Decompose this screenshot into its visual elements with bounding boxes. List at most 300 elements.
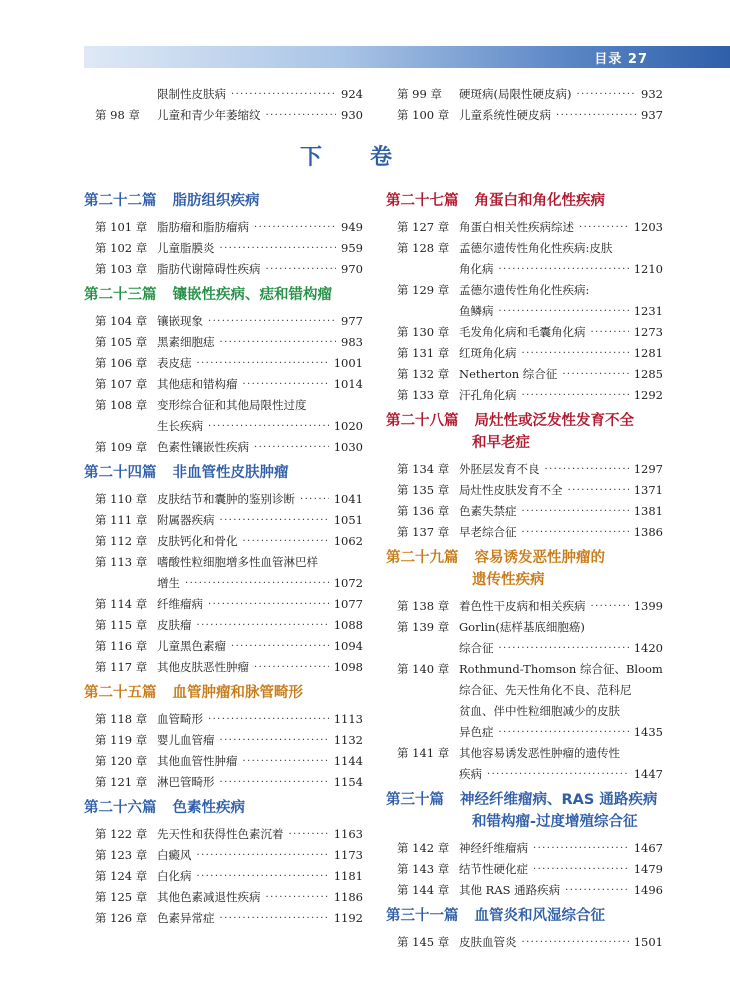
toc-entry (95, 489, 363, 510)
page-number: 1501 (633, 935, 663, 949)
chapter-title: 其他皮肤恶性肿瘤 (157, 660, 249, 674)
chapter-title: 外胚层发育不良 (459, 462, 540, 476)
part-name: 血管肿瘤和脉管畸形 (172, 685, 303, 701)
chapter-title: 角蛋白相关性疾病综述 (459, 220, 574, 234)
entry-line (157, 217, 363, 238)
chapter-title: 儿童脂膜炎 (157, 241, 215, 255)
page-number: 977 (341, 314, 363, 328)
leader-dots (562, 364, 628, 385)
toc-entry (95, 824, 363, 845)
toc-entry (95, 636, 363, 657)
leader-dots (185, 573, 329, 594)
leader-dots (579, 217, 629, 238)
leader-dots (266, 887, 329, 908)
chapter-number: 第 105 章 (95, 335, 148, 349)
chapter-number: 第 128 章 (397, 241, 450, 255)
page-number: 970 (341, 262, 363, 276)
toc-entry (95, 845, 363, 866)
toc-entry (397, 522, 663, 543)
leader-dots (545, 459, 629, 480)
page-number: 1041 (333, 492, 363, 506)
chapter-title: 血管畸形 (157, 712, 203, 726)
entry-line (459, 259, 663, 280)
leader-dots (197, 615, 329, 636)
leader-dots (266, 259, 337, 280)
chapter-title: 脂肪瘤和脂肪瘤病 (157, 220, 249, 234)
entry-line (157, 751, 363, 772)
chapter-number: 第 107 章 (95, 377, 148, 391)
toc-entry (397, 838, 663, 859)
part-name: 镶嵌性疾病、痣和错构瘤 (172, 287, 332, 303)
entry-line (459, 838, 663, 859)
part-heading (386, 190, 663, 212)
chapter-number: 第 136 章 (397, 504, 450, 518)
page-number: 1386 (633, 525, 663, 539)
chapter-number: 第 106 章 (95, 356, 148, 370)
toc-entry (95, 615, 363, 636)
page-number: 1273 (633, 325, 663, 339)
leader-dots (208, 594, 329, 615)
chapter-title: 儿童黑色素瘤 (157, 639, 226, 653)
chapter-number: 第 143 章 (397, 862, 450, 876)
toc-entry (95, 311, 363, 332)
chapter-title: 婴儿血管瘤 (157, 733, 215, 747)
right-toc-column (386, 190, 663, 953)
leader-dots (522, 522, 629, 543)
chapter-title: 增生 (157, 576, 180, 590)
entry-line (157, 709, 363, 730)
toc-entry (95, 332, 363, 353)
toc-entry (397, 280, 663, 301)
toc-entry (397, 501, 663, 522)
page-number: 1297 (633, 462, 663, 476)
chapter-title: 汗孔角化病 (459, 388, 517, 402)
part-name: 色素性疾病 (172, 800, 245, 816)
leader-dots (522, 385, 629, 406)
entry-line (157, 489, 363, 510)
toc-entry (397, 238, 663, 259)
chapter-title: 儿童和青少年萎缩纹 (157, 108, 261, 122)
chapter-number: 第 123 章 (95, 848, 148, 862)
entry-line (157, 84, 363, 105)
entry-line (157, 824, 363, 845)
entry-line (459, 364, 663, 385)
page-number: 1231 (633, 304, 663, 318)
chapter-title: 其他容易诱发恶性肿瘤的遗传性 (459, 746, 620, 760)
chapter-title: 疾病 (459, 767, 482, 781)
part-heading (84, 797, 363, 819)
leader-dots (556, 105, 636, 126)
leader-dots (220, 510, 329, 531)
entry-line (157, 105, 363, 126)
toc-entry (95, 105, 363, 126)
chapter-number: 第 103 章 (95, 262, 148, 276)
page-number: 949 (341, 220, 363, 234)
leader-dots (197, 845, 329, 866)
chapter-title: 皮肤结节和囊肿的鉴别诊断 (157, 492, 295, 506)
chapter-number: 第 113 章 (95, 555, 148, 569)
entry-line (157, 259, 363, 280)
entry-line (459, 84, 663, 105)
entry-line (157, 594, 363, 615)
toc-entry (95, 238, 363, 259)
chapter-title: 异色症 (459, 725, 494, 739)
chapter-title: 贫血、伴中性粒细胞减少的皮肤 (459, 704, 620, 718)
toc-entry (95, 657, 363, 678)
page-number: 983 (341, 335, 363, 349)
part-heading (386, 905, 663, 927)
chapter-title: 儿童系统性硬皮病 (459, 108, 551, 122)
page-number: 1173 (333, 848, 363, 862)
chapter-number: 第 117 章 (95, 660, 148, 674)
chapter-number: 第 138 章 (397, 599, 450, 613)
toc-entry (397, 301, 663, 322)
chapter-title: 色素异常症 (157, 911, 215, 925)
toc-entry (397, 722, 663, 743)
page-number: 1098 (333, 660, 363, 674)
page-number: 1132 (333, 733, 363, 747)
page-number: 1094 (333, 639, 363, 653)
toc-entry (397, 343, 663, 364)
leader-dots (254, 437, 329, 458)
chapter-title: 色素性镶嵌性疾病 (157, 440, 249, 454)
chapter-number: 第 134 章 (397, 462, 450, 476)
page-number: 930 (341, 108, 363, 122)
leader-dots (533, 838, 629, 859)
leader-dots (220, 332, 337, 353)
chapter-title: 鱼鳞病 (459, 304, 494, 318)
leader-dots (254, 657, 329, 678)
chapter-number: 第 133 章 (397, 388, 450, 402)
leader-dots (565, 880, 629, 901)
page-number: 1072 (333, 576, 363, 590)
chapter-title: 黑素细胞痣 (157, 335, 215, 349)
chapter-number: 第 112 章 (95, 534, 148, 548)
chapter-number: 第 145 章 (397, 935, 450, 949)
chapter-title: 孟德尔遗传性角化性疾病: (459, 283, 590, 297)
page-number: 1192 (333, 911, 363, 925)
entry-line (157, 374, 363, 395)
running-header: 目录 27 (594, 52, 648, 67)
entry-line (459, 217, 663, 238)
entry-line (157, 437, 363, 458)
chapter-number: 第 130 章 (397, 325, 450, 339)
leader-dots (300, 489, 329, 510)
leader-dots (522, 932, 629, 953)
page-number: 1181 (333, 869, 363, 883)
part-name-cont: 和早老症 (472, 435, 530, 451)
page-number: 1186 (333, 890, 363, 904)
leader-dots (576, 84, 636, 105)
entry-line (157, 730, 363, 751)
page-number: 1447 (633, 767, 663, 781)
chapter-title: 神经纤维瘤病 (459, 841, 528, 855)
page-number: 924 (341, 87, 363, 101)
chapter-title: 表皮痣 (157, 356, 192, 370)
page-number: 1154 (333, 775, 363, 789)
chapter-number: 第 126 章 (95, 911, 148, 925)
page-number: 1371 (633, 483, 663, 497)
toc-entry (95, 730, 363, 751)
toc-entry (397, 596, 663, 617)
part-name: 非血管性皮肤肿瘤 (172, 465, 289, 481)
entry-line (459, 859, 663, 880)
part-number: 第三十篇 (386, 792, 444, 808)
chapter-title: 皮肤血管炎 (459, 935, 517, 949)
toc-entry (95, 552, 363, 573)
entry-line (459, 301, 663, 322)
chapter-title: Netherton 综合征 (459, 367, 558, 381)
toc-entry (95, 772, 363, 793)
toc-entry (397, 259, 663, 280)
entry-line (157, 845, 363, 866)
entry-line (459, 501, 663, 522)
entry-line (459, 596, 663, 617)
chapter-number: 第 122 章 (95, 827, 148, 841)
chapter-number: 第 108 章 (95, 398, 148, 412)
chapter-title: 其他色素减退性疾病 (157, 890, 261, 904)
leader-dots (243, 531, 329, 552)
part-number: 第二十六篇 (84, 800, 157, 816)
top-right-column (397, 84, 663, 126)
leader-dots (220, 730, 329, 751)
chapter-title: 其他 RAS 通路疾病 (459, 883, 561, 897)
entry-line (459, 322, 663, 343)
page-number: 1399 (633, 599, 663, 613)
toc-entry (397, 659, 663, 680)
chapter-title: Gorlin(痣样基底细胞癌) (459, 620, 585, 634)
leader-dots (208, 416, 329, 437)
leader-dots (522, 343, 629, 364)
chapter-title: 硬斑病(局限性硬皮病) (459, 87, 572, 101)
chapter-title: 结节性硬化症 (459, 862, 528, 876)
toc-entry (95, 217, 363, 238)
leader-dots (499, 301, 629, 322)
leader-dots (197, 353, 329, 374)
chapter-number: 第 140 章 (397, 662, 450, 676)
entry-line (157, 416, 363, 437)
leader-dots (289, 824, 329, 845)
page-number: 959 (341, 241, 363, 255)
page-number: 1163 (333, 827, 363, 841)
page-number: 1435 (633, 725, 663, 739)
chapter-number: 第 124 章 (95, 869, 148, 883)
toc-entry (95, 594, 363, 615)
leader-dots (208, 311, 336, 332)
leader-dots (208, 709, 329, 730)
entry-line (157, 353, 363, 374)
entry-line (459, 105, 663, 126)
leader-dots (254, 217, 336, 238)
leader-dots (197, 866, 329, 887)
chapter-title: 嗜酸性粒细胞增多性血管淋巴样 (157, 555, 318, 569)
chapter-title: 脂肪代谢障碍性疾病 (157, 262, 261, 276)
chapter-number: 第 121 章 (95, 775, 148, 789)
part-name: 容易诱发恶性肿瘤的 (474, 550, 605, 566)
toc-entry (397, 701, 663, 722)
page-number: 1030 (333, 440, 363, 454)
leader-dots (499, 722, 629, 743)
leader-dots (231, 636, 329, 657)
entry-line (459, 764, 663, 785)
toc-entry (95, 416, 363, 437)
toc-entry (95, 531, 363, 552)
toc-entry (95, 887, 363, 908)
toc-entry (397, 617, 663, 638)
chapter-number: 第 116 章 (95, 639, 148, 653)
chapter-number: 第 135 章 (397, 483, 450, 497)
chapter-number: 第 102 章 (95, 241, 148, 255)
toc-entry (95, 395, 363, 416)
part-name: 局灶性或泛发性发育不全 (474, 413, 634, 429)
chapter-number: 第 120 章 (95, 754, 148, 768)
chapter-title: 着色性干皮病和相关疾病 (459, 599, 586, 613)
entry-line (157, 573, 363, 594)
page-number: 1203 (633, 220, 663, 234)
part-number: 第二十九篇 (386, 550, 459, 566)
toc-entry (95, 353, 363, 374)
chapter-number: 第 100 章 (397, 108, 450, 122)
page-number: 1113 (333, 712, 363, 726)
leader-dots (591, 596, 629, 617)
page-number: 1001 (333, 356, 363, 370)
chapter-title: 皮肤瘤 (157, 618, 192, 632)
entry-line (459, 480, 663, 501)
page-number: 1088 (333, 618, 363, 632)
toc-entry (397, 680, 663, 701)
chapter-number: 第 137 章 (397, 525, 450, 539)
page-number: 1285 (633, 367, 663, 381)
part-number: 第二十二篇 (84, 193, 157, 209)
entry-line (157, 531, 363, 552)
page-number: 937 (641, 108, 663, 122)
part-name: 神经纤维瘤病、RAS 通路疾病 (460, 792, 658, 808)
chapter-title: 变形综合征和其他局限性过度 (157, 398, 307, 412)
chapter-number: 第 109 章 (95, 440, 148, 454)
part-heading (386, 789, 663, 833)
leader-dots (243, 374, 329, 395)
chapter-number: 第 144 章 (397, 883, 450, 897)
chapter-number: 第 127 章 (397, 220, 450, 234)
chapter-title: 淋巴管畸形 (157, 775, 215, 789)
chapter-title: 皮肤钙化和骨化 (157, 534, 238, 548)
chapter-title: 局灶性皮肤发育不全 (459, 483, 563, 497)
part-number: 第二十八篇 (386, 413, 459, 429)
part-heading (84, 190, 363, 212)
page-number: 1210 (633, 262, 663, 276)
leader-dots (231, 84, 336, 105)
chapter-title: 色素失禁症 (459, 504, 517, 518)
toc-entry (397, 217, 663, 238)
toc-entry (95, 908, 363, 929)
chapter-title: 红斑角化病 (459, 346, 517, 360)
chapter-title: 限制性皮肤病 (157, 87, 226, 101)
chapter-number: 第 115 章 (95, 618, 148, 632)
chapter-number: 第 98 章 (95, 108, 140, 122)
leader-dots (568, 480, 629, 501)
chapter-title: 白化病 (157, 869, 192, 883)
page-number: 1381 (633, 504, 663, 518)
entry-line (157, 908, 363, 929)
toc-entry (95, 751, 363, 772)
part-heading (84, 284, 363, 306)
entry-line (459, 522, 663, 543)
entry-line (459, 932, 663, 953)
chapter-number: 第 118 章 (95, 712, 148, 726)
leader-dots (487, 764, 629, 785)
page-number: 1292 (633, 388, 663, 402)
leader-dots (522, 501, 629, 522)
toc-entry (95, 437, 363, 458)
chapter-title: 毛发角化病和毛囊角化病 (459, 325, 586, 339)
toc-entry (397, 84, 663, 105)
page-number: 1014 (333, 377, 363, 391)
chapter-number: 第 101 章 (95, 220, 148, 234)
chapter-title: Rothmund-Thomson 综合征、Bloom (459, 662, 663, 676)
toc-entry (397, 105, 663, 126)
part-heading (386, 547, 663, 591)
chapter-number: 第 129 章 (397, 283, 450, 297)
chapter-title: 附属器疾病 (157, 513, 215, 527)
toc-entry (95, 573, 363, 594)
leader-dots (266, 105, 337, 126)
page-number: 1420 (633, 641, 663, 655)
page-number: 932 (641, 87, 663, 101)
toc-entry (95, 709, 363, 730)
toc-entry (95, 510, 363, 531)
leader-dots (533, 859, 629, 880)
toc-entry (397, 364, 663, 385)
page-number: 1077 (333, 597, 363, 611)
chapter-number: 第 131 章 (397, 346, 450, 360)
chapter-number: 第 119 章 (95, 733, 148, 747)
page-number: 1144 (333, 754, 363, 768)
page-number: 1051 (333, 513, 363, 527)
chapter-number: 第 132 章 (397, 367, 450, 381)
entry-line (459, 343, 663, 364)
toc-entry (95, 259, 363, 280)
part-heading (386, 410, 663, 454)
entry-line (157, 636, 363, 657)
toc-entry (397, 385, 663, 406)
entry-line (459, 880, 663, 901)
leader-dots (220, 238, 337, 259)
chapter-number: 第 139 章 (397, 620, 450, 634)
part-name: 角蛋白和角化性疾病 (474, 193, 605, 209)
entry-line (157, 657, 363, 678)
page-number: 1479 (633, 862, 663, 876)
page-number: 1467 (633, 841, 663, 855)
toc-entry (397, 743, 663, 764)
toc-entry (397, 480, 663, 501)
part-number: 第二十五篇 (84, 685, 157, 701)
chapter-number: 第 111 章 (95, 513, 148, 527)
toc-entry (95, 374, 363, 395)
part-name: 脂肪组织疾病 (172, 193, 260, 209)
chapter-number: 第 99 章 (397, 87, 442, 101)
part-number: 第二十四篇 (84, 465, 157, 481)
chapter-number: 第 110 章 (95, 492, 148, 506)
toc-entry (397, 459, 663, 480)
page-number: 1281 (633, 346, 663, 360)
entry-line (157, 311, 363, 332)
toc-entry (397, 638, 663, 659)
chapter-title: 角化病 (459, 262, 494, 276)
page-number: 1062 (333, 534, 363, 548)
entry-line (157, 866, 363, 887)
chapter-title: 其他痣和错构瘤 (157, 377, 238, 391)
part-number: 第二十三篇 (84, 287, 157, 303)
